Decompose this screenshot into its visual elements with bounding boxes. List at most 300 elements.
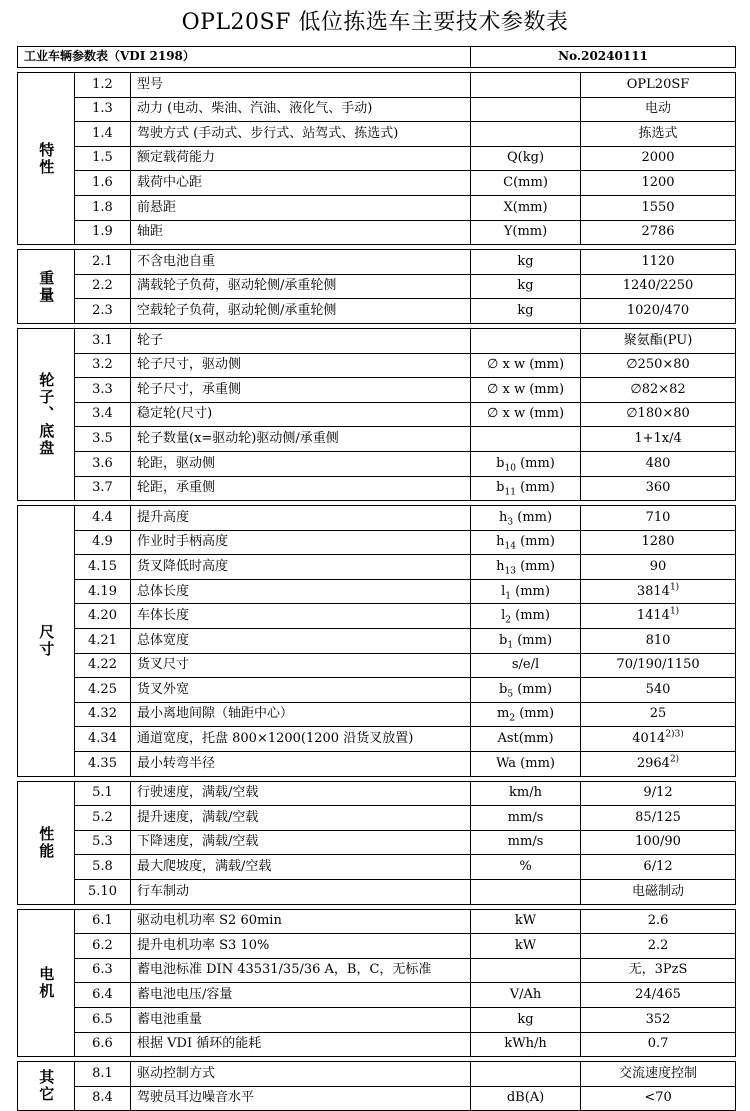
symbol-main: C(mm) bbox=[503, 175, 548, 191]
item-name: 提升高度 bbox=[131, 506, 471, 531]
table-row bbox=[18, 958, 736, 983]
item-number: 1.8 bbox=[75, 195, 131, 220]
item-name: 满载轮子负荷，驱动轮侧/承重轮侧 bbox=[131, 274, 471, 299]
item-number: 4.25 bbox=[75, 678, 131, 703]
table-row bbox=[18, 476, 736, 501]
item-symbol bbox=[471, 855, 581, 880]
category-label bbox=[18, 909, 75, 1057]
item-value bbox=[581, 353, 736, 378]
item-symbol bbox=[471, 451, 581, 476]
item-symbol bbox=[471, 678, 581, 703]
item-value bbox=[581, 220, 736, 245]
symbol-subscript: 14 bbox=[504, 541, 516, 552]
item-symbol bbox=[471, 752, 581, 777]
item-name: 根据 VDI 循环的能耗 bbox=[131, 1032, 471, 1057]
item-name: 轮子尺寸，驱动侧 bbox=[131, 353, 471, 378]
value-main: 1280 bbox=[641, 534, 675, 550]
value-main: 聚氨酯(PU) bbox=[623, 332, 693, 348]
item-name: 轮子尺寸，承重侧 bbox=[131, 378, 471, 403]
table-row bbox=[18, 427, 736, 452]
table-row bbox=[18, 530, 736, 555]
item-symbol bbox=[471, 579, 581, 604]
symbol-main: s/e/l bbox=[511, 657, 540, 673]
item-value bbox=[581, 934, 736, 959]
item-symbol bbox=[471, 530, 581, 555]
item-symbol bbox=[471, 727, 581, 752]
item-name: 最小离地间隙（轴距中心） bbox=[131, 702, 471, 727]
item-symbol bbox=[471, 1032, 581, 1057]
item-name: 轮子数量(x=驱动轮)驱动侧/承重侧 bbox=[131, 427, 471, 452]
value-main: 710 bbox=[645, 509, 671, 525]
item-symbol bbox=[471, 299, 581, 324]
item-number: 3.5 bbox=[75, 427, 131, 452]
item-name: 车体长度 bbox=[131, 604, 471, 629]
value-main: 2.2 bbox=[647, 937, 669, 953]
item-symbol bbox=[471, 353, 581, 378]
value-main: OPL20SF bbox=[626, 76, 690, 92]
symbol-main: mm/s bbox=[507, 834, 544, 850]
item-name: 型号 bbox=[131, 73, 471, 98]
table-row bbox=[18, 1062, 736, 1087]
item-number: 4.9 bbox=[75, 530, 131, 555]
item-name: 额定载荷能力 bbox=[131, 146, 471, 171]
item-number: 8.4 bbox=[75, 1086, 131, 1111]
item-symbol bbox=[471, 73, 581, 98]
table-row bbox=[18, 983, 736, 1008]
category-label bbox=[18, 1062, 75, 1111]
item-value bbox=[581, 702, 736, 727]
symbol-unit: (mm) bbox=[515, 455, 555, 471]
item-number: 2.2 bbox=[75, 274, 131, 299]
symbol-subscript: 1 bbox=[507, 640, 514, 651]
value-main: 6/12 bbox=[643, 859, 673, 875]
value-main: 3814 bbox=[636, 583, 670, 599]
item-number: 3.6 bbox=[75, 451, 131, 476]
symbol-main: m bbox=[497, 706, 510, 722]
item-symbol bbox=[471, 604, 581, 629]
item-name: 驾驶方式 (手动式、步行式、站驾式、拣选式) bbox=[131, 122, 471, 147]
category-label bbox=[18, 506, 75, 777]
table-row bbox=[18, 73, 736, 98]
category-text: 特性 bbox=[37, 141, 56, 176]
symbol-main: kg bbox=[517, 302, 534, 318]
value-main: 1020/470 bbox=[626, 302, 690, 318]
symbol-main: ∅ x w (mm) bbox=[487, 381, 565, 397]
value-main: 352 bbox=[645, 1011, 671, 1027]
item-name: 不含电池自重 bbox=[131, 250, 471, 275]
item-value bbox=[581, 195, 736, 220]
item-name: 动力 (电动、柴油、汽油、液化气、手动) bbox=[131, 97, 471, 122]
symbol-main: % bbox=[519, 859, 532, 875]
table-row bbox=[18, 97, 736, 122]
item-number: 1.4 bbox=[75, 122, 131, 147]
symbol-unit: (mm) bbox=[513, 681, 553, 697]
value-footnote: 1) bbox=[669, 606, 680, 617]
item-symbol bbox=[471, 830, 581, 855]
table-row bbox=[18, 1032, 736, 1057]
item-name: 行驶速度，满载/空载 bbox=[131, 781, 471, 806]
value-main: 24/465 bbox=[635, 987, 681, 1003]
table-row bbox=[18, 506, 736, 531]
value-main: 2786 bbox=[641, 224, 675, 240]
item-value bbox=[581, 727, 736, 752]
item-symbol bbox=[471, 1086, 581, 1111]
table-row bbox=[18, 702, 736, 727]
symbol-unit: (mm) bbox=[511, 608, 550, 624]
table-row bbox=[18, 604, 736, 629]
item-number: 1.5 bbox=[75, 146, 131, 171]
item-value bbox=[581, 122, 736, 147]
symbol-unit: (mm) bbox=[511, 583, 550, 599]
table-row bbox=[18, 378, 736, 403]
item-number: 4.32 bbox=[75, 702, 131, 727]
category-text: 性能 bbox=[37, 825, 56, 860]
item-number: 4.4 bbox=[75, 506, 131, 531]
table-row bbox=[18, 274, 736, 299]
item-number: 5.8 bbox=[75, 855, 131, 880]
item-value bbox=[581, 1032, 736, 1057]
value-main: 交流速度控制 bbox=[619, 1065, 698, 1081]
symbol-main: l bbox=[501, 608, 506, 624]
symbol-unit: (mm) bbox=[513, 509, 553, 525]
item-symbol bbox=[471, 328, 581, 353]
item-symbol bbox=[471, 220, 581, 245]
value-main: 1+1x/4 bbox=[634, 430, 682, 446]
item-value bbox=[581, 274, 736, 299]
table-header-right: No.20240111 bbox=[471, 47, 736, 68]
item-number: 8.1 bbox=[75, 1062, 131, 1087]
item-name: 作业时手柄高度 bbox=[131, 530, 471, 555]
item-value bbox=[581, 855, 736, 880]
table-row bbox=[18, 934, 736, 959]
category-label bbox=[18, 781, 75, 904]
value-main: 0.7 bbox=[647, 1036, 669, 1052]
symbol-main: ∅ x w (mm) bbox=[487, 357, 565, 373]
item-number: 1.3 bbox=[75, 97, 131, 122]
item-number: 2.3 bbox=[75, 299, 131, 324]
value-main: ∅82×82 bbox=[630, 381, 686, 397]
item-symbol bbox=[471, 555, 581, 580]
item-symbol bbox=[471, 274, 581, 299]
value-main: 810 bbox=[645, 632, 671, 648]
category-text: 电机 bbox=[37, 965, 56, 1000]
item-symbol bbox=[471, 983, 581, 1008]
table-header-row bbox=[18, 47, 736, 68]
item-symbol bbox=[471, 402, 581, 427]
item-number: 5.3 bbox=[75, 830, 131, 855]
category-text: 尺寸 bbox=[37, 623, 56, 658]
item-number: 5.1 bbox=[75, 781, 131, 806]
item-name: 提升速度，满载/空载 bbox=[131, 806, 471, 831]
item-number: 6.2 bbox=[75, 934, 131, 959]
item-name: 货叉尺寸 bbox=[131, 653, 471, 678]
value-main: <70 bbox=[644, 1090, 672, 1106]
table-row bbox=[18, 195, 736, 220]
item-symbol bbox=[471, 122, 581, 147]
table-row bbox=[18, 579, 736, 604]
value-main: 2000 bbox=[641, 150, 675, 166]
item-number: 6.4 bbox=[75, 983, 131, 1008]
item-value bbox=[581, 1062, 736, 1087]
table-row bbox=[18, 555, 736, 580]
item-value bbox=[581, 604, 736, 629]
item-name: 货叉外宽 bbox=[131, 678, 471, 703]
item-value bbox=[581, 378, 736, 403]
symbol-main: kg bbox=[517, 253, 534, 269]
symbol-main: b bbox=[496, 480, 505, 496]
table-row bbox=[18, 328, 736, 353]
item-name: 载荷中心距 bbox=[131, 171, 471, 196]
item-number: 3.3 bbox=[75, 378, 131, 403]
item-number: 5.2 bbox=[75, 806, 131, 831]
item-value bbox=[581, 678, 736, 703]
item-value bbox=[581, 983, 736, 1008]
symbol-subscript: 1 bbox=[505, 591, 512, 602]
table-row bbox=[18, 806, 736, 831]
item-value bbox=[581, 629, 736, 654]
symbol-main: kW bbox=[514, 913, 537, 929]
item-name: 轴距 bbox=[131, 220, 471, 245]
table-row bbox=[18, 727, 736, 752]
category-text: 重量 bbox=[37, 269, 56, 304]
item-number: 4.34 bbox=[75, 727, 131, 752]
item-name: 驱动控制方式 bbox=[131, 1062, 471, 1087]
item-name: 蓄电池标准 DIN 43531/35/36 A，B，C，无标准 bbox=[131, 958, 471, 983]
item-value bbox=[581, 171, 736, 196]
table-row bbox=[18, 353, 736, 378]
item-number: 4.15 bbox=[75, 555, 131, 580]
table-row bbox=[18, 880, 736, 905]
item-name: 驱动电机功率 S2 60min bbox=[131, 909, 471, 934]
item-value bbox=[581, 451, 736, 476]
symbol-main: kg bbox=[517, 1011, 534, 1027]
value-main: 1240/2250 bbox=[622, 278, 694, 294]
value-main: 480 bbox=[645, 455, 671, 471]
symbol-main: Ast(mm) bbox=[497, 731, 554, 747]
table-header-left: 工业车辆参数表（VDI 2198） bbox=[18, 47, 471, 68]
item-symbol bbox=[471, 958, 581, 983]
table-row bbox=[18, 146, 736, 171]
item-number: 6.5 bbox=[75, 1007, 131, 1032]
item-symbol bbox=[471, 378, 581, 403]
item-name: 下降速度，满载/空载 bbox=[131, 830, 471, 855]
symbol-main: Q(kg) bbox=[507, 150, 545, 166]
symbol-subscript: 2 bbox=[505, 615, 512, 626]
item-name: 货叉降低时高度 bbox=[131, 555, 471, 580]
table-row bbox=[18, 451, 736, 476]
item-symbol bbox=[471, 427, 581, 452]
item-name: 总体长度 bbox=[131, 579, 471, 604]
symbol-subscript: 2 bbox=[509, 714, 516, 725]
item-symbol bbox=[471, 1062, 581, 1087]
item-symbol bbox=[471, 909, 581, 934]
symbol-subscript: 11 bbox=[504, 487, 516, 498]
symbol-main: h bbox=[499, 509, 508, 525]
item-name: 空载轮子负荷，驱动轮侧/承重轮侧 bbox=[131, 299, 471, 324]
item-value bbox=[581, 830, 736, 855]
table-row bbox=[18, 1086, 736, 1111]
item-number: 4.19 bbox=[75, 579, 131, 604]
item-number: 5.10 bbox=[75, 880, 131, 905]
symbol-main: b bbox=[496, 455, 505, 471]
symbol-main: Wa (mm) bbox=[496, 755, 555, 771]
symbol-main: b bbox=[499, 681, 508, 697]
item-symbol bbox=[471, 250, 581, 275]
symbol-main: kWh/h bbox=[504, 1036, 547, 1052]
symbol-main: b bbox=[499, 632, 508, 648]
item-value bbox=[581, 97, 736, 122]
value-main: ∅250×80 bbox=[626, 357, 690, 373]
item-name: 提升电机功率 S3 10% bbox=[131, 934, 471, 959]
category-label bbox=[18, 328, 75, 500]
spec-table bbox=[17, 46, 736, 1111]
item-value bbox=[581, 958, 736, 983]
item-value bbox=[581, 530, 736, 555]
item-value bbox=[581, 555, 736, 580]
item-value bbox=[581, 1007, 736, 1032]
table-row bbox=[18, 653, 736, 678]
value-main: 电磁制动 bbox=[632, 883, 685, 899]
item-number: 3.4 bbox=[75, 402, 131, 427]
category-text: 其它 bbox=[37, 1069, 56, 1104]
table-row bbox=[18, 220, 736, 245]
value-main: 360 bbox=[645, 480, 671, 496]
item-number: 4.21 bbox=[75, 629, 131, 654]
symbol-main: h bbox=[496, 558, 505, 574]
symbol-subscript: 5 bbox=[507, 689, 514, 700]
symbol-unit: (mm) bbox=[515, 534, 555, 550]
item-symbol bbox=[471, 653, 581, 678]
item-number: 1.2 bbox=[75, 73, 131, 98]
item-number: 3.2 bbox=[75, 353, 131, 378]
symbol-unit: (mm) bbox=[515, 480, 555, 496]
item-value bbox=[581, 427, 736, 452]
symbol-main: kW bbox=[514, 937, 537, 953]
item-symbol bbox=[471, 880, 581, 905]
item-symbol bbox=[471, 146, 581, 171]
item-value bbox=[581, 653, 736, 678]
category-label bbox=[18, 73, 75, 245]
symbol-main: h bbox=[496, 534, 505, 550]
symbol-main: ∅ x w (mm) bbox=[487, 406, 565, 422]
value-main: 25 bbox=[649, 706, 667, 722]
value-main: 2964 bbox=[636, 755, 670, 771]
symbol-main: l bbox=[501, 583, 506, 599]
value-main: 1550 bbox=[641, 199, 675, 215]
item-number: 1.9 bbox=[75, 220, 131, 245]
symbol-main: X(mm) bbox=[503, 199, 548, 215]
table-row bbox=[18, 855, 736, 880]
item-symbol bbox=[471, 934, 581, 959]
symbol-unit: (mm) bbox=[513, 632, 553, 648]
item-symbol bbox=[471, 171, 581, 196]
item-value bbox=[581, 1086, 736, 1111]
item-value bbox=[581, 752, 736, 777]
value-main: 1200 bbox=[641, 175, 675, 191]
value-footnote: 1) bbox=[669, 582, 680, 593]
table-row bbox=[18, 629, 736, 654]
symbol-unit: (mm) bbox=[515, 558, 555, 574]
item-value bbox=[581, 250, 736, 275]
symbol-subscript: 10 bbox=[504, 463, 516, 474]
value-main: 100/90 bbox=[635, 834, 681, 850]
value-main: 1120 bbox=[641, 253, 675, 269]
table-row bbox=[18, 830, 736, 855]
item-value bbox=[581, 328, 736, 353]
value-main: 电动 bbox=[645, 101, 672, 117]
value-main: 9/12 bbox=[643, 785, 673, 801]
value-main: 2.6 bbox=[647, 913, 669, 929]
item-value bbox=[581, 506, 736, 531]
document-title: OPL20SF 低位拣选车主要技术参数表 bbox=[181, 10, 569, 35]
table-row bbox=[18, 171, 736, 196]
item-name: 最大爬坡度，满载/空载 bbox=[131, 855, 471, 880]
item-name: 总体宽度 bbox=[131, 629, 471, 654]
item-symbol bbox=[471, 476, 581, 501]
item-value bbox=[581, 146, 736, 171]
item-value bbox=[581, 880, 736, 905]
item-symbol bbox=[471, 781, 581, 806]
value-main: ∅180×80 bbox=[626, 406, 690, 422]
item-number: 4.20 bbox=[75, 604, 131, 629]
table-row bbox=[18, 678, 736, 703]
table-row bbox=[18, 250, 736, 275]
symbol-main: km/h bbox=[509, 785, 543, 801]
symbol-main: V/Ah bbox=[509, 987, 542, 1003]
item-symbol bbox=[471, 806, 581, 831]
value-main: 70/190/1150 bbox=[616, 657, 700, 673]
item-name: 通道宽度，托盘 800×1200(1200 沿货叉放置) bbox=[131, 727, 471, 752]
item-symbol bbox=[471, 97, 581, 122]
value-main: 540 bbox=[645, 681, 671, 697]
item-number: 6.1 bbox=[75, 909, 131, 934]
item-name: 前悬距 bbox=[131, 195, 471, 220]
item-value bbox=[581, 73, 736, 98]
item-symbol bbox=[471, 506, 581, 531]
item-value bbox=[581, 781, 736, 806]
item-name: 轮距，驱动侧 bbox=[131, 451, 471, 476]
value-main: 90 bbox=[649, 558, 667, 574]
item-value bbox=[581, 909, 736, 934]
symbol-subscript: 3 bbox=[507, 517, 514, 528]
item-number: 1.6 bbox=[75, 171, 131, 196]
item-number: 6.6 bbox=[75, 1032, 131, 1057]
item-number: 3.7 bbox=[75, 476, 131, 501]
item-number: 6.3 bbox=[75, 958, 131, 983]
value-main: 无，3PzS bbox=[628, 962, 688, 978]
table-row bbox=[18, 299, 736, 324]
item-name: 驾驶员耳边噪音水平 bbox=[131, 1086, 471, 1111]
value-main: 4014 bbox=[632, 731, 666, 747]
value-footnote: 2)3) bbox=[665, 729, 684, 740]
item-symbol bbox=[471, 629, 581, 654]
item-number: 4.35 bbox=[75, 752, 131, 777]
value-main: 1414 bbox=[636, 608, 670, 624]
item-value bbox=[581, 402, 736, 427]
item-value bbox=[581, 806, 736, 831]
symbol-unit: (mm) bbox=[515, 706, 555, 722]
item-number: 2.1 bbox=[75, 250, 131, 275]
table-row bbox=[18, 752, 736, 777]
item-name: 蓄电池电压/容量 bbox=[131, 983, 471, 1008]
category-text: 轮子、底盘 bbox=[37, 372, 56, 458]
item-symbol bbox=[471, 702, 581, 727]
symbol-main: Y(mm) bbox=[503, 224, 548, 240]
symbol-main: mm/s bbox=[507, 809, 544, 825]
symbol-main: kg bbox=[517, 278, 534, 294]
item-value bbox=[581, 579, 736, 604]
table-row bbox=[18, 402, 736, 427]
